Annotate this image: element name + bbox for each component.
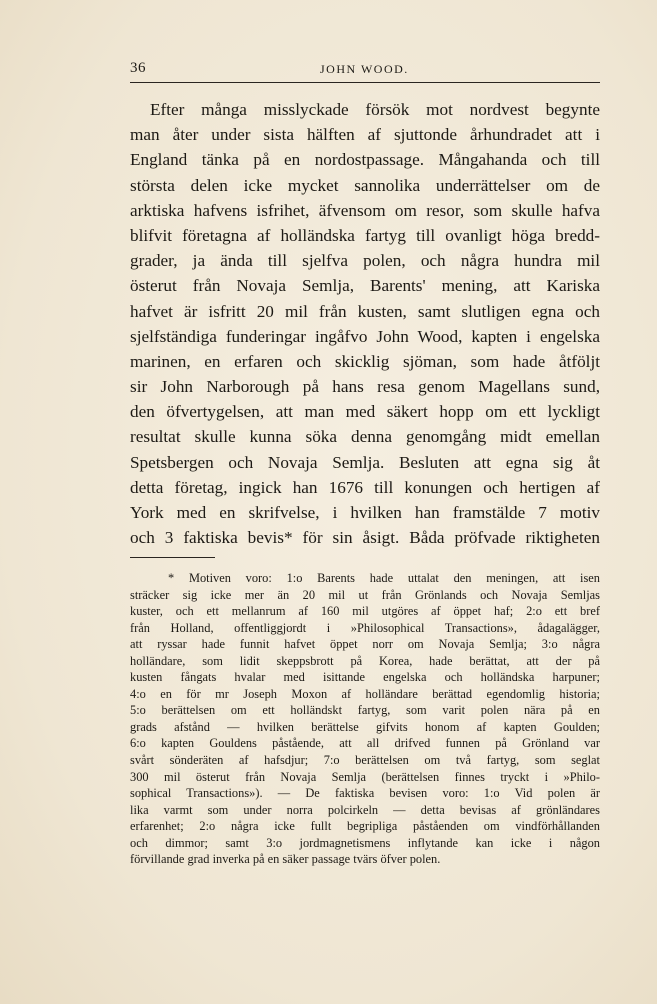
footnote-line: holländare, som lidit skeppsbrott på Korea, hade berättat, att der på — [130, 653, 600, 668]
text-line: hafvet är isfritt 20 mil från kusten, samt slutligen egna och — [130, 301, 600, 321]
footnote-line: kusten fångats hvalar med isittande engelska och holländska harpuner; — [130, 670, 600, 685]
text-line: största delen icke mycket sannolika underrättelser om de — [130, 175, 600, 195]
footnote-line: förvillande grad inverka på en säker passage tvärs öfver polen. — [130, 852, 441, 867]
text-line: York med en skrifvelse, i hvilken han framstälde 7 motiv — [130, 503, 600, 522]
footnote-line: 6:o kapten Gouldens påstående, att all drifved funnen på Grönland var — [130, 736, 600, 751]
text-line: och 3 faktiska bevis* för sin åsigt. Båda pröfvade riktigheten — [130, 528, 600, 548]
text-line: resultat skulle kunna söka denna genomgång midt emellan — [130, 427, 600, 447]
footnote — [130, 570, 600, 868]
footnote-line: lika varmt som under norra polcirkeln — detta bevisas af grönländares — [130, 802, 600, 817]
footnote-line: erfarenhet; 2:o några icke fullt begripliga påståenden om vindförhållanden — [130, 819, 600, 834]
running-title: JOHN WOOD. — [320, 62, 409, 76]
footnote-rule — [130, 557, 215, 558]
text-line: man åter under sista hälften af sjuttonde århundradet att i — [130, 125, 600, 145]
text-line: grader, ja ända till sjelfva polen, och några hundra mil — [130, 251, 600, 271]
text-line: England tänka på en nordostpassage. Mångahanda och till — [130, 150, 600, 170]
text-line: sir John Narborough på hans resa genom Magellans sund, — [130, 377, 600, 397]
footnote-line: sophical Transactions»). — De faktiska bevisen voro: 1:o Vid polen är — [130, 786, 600, 801]
text-line: detta företag, ingick han 1676 till konungen och hertigen af — [130, 477, 600, 497]
footnote-line: svårt sönderäten af hafsdjur; 7:o berättelsen om två fartyg, som seglat — [130, 753, 600, 768]
footnote-line: * Motiven voro: 1:o Barents hade uttalat den meningen, att isen — [168, 571, 600, 585]
footnote-line: från Holland, offentliggjordt i »Philosophical Transactions», ådagalägger, — [130, 620, 600, 635]
page-header — [130, 60, 600, 82]
footnote-line: grads afstånd — hvilken berättelse gifvits honom af kapten Goulden; — [130, 719, 600, 734]
main-text — [130, 97, 600, 550]
text-line: Spetsbergen och Novaja Semlja. Besluten att egna sig åt — [130, 452, 600, 472]
footnote-line: kuster, och ett mellanrum af 160 mil utgöres af öppet haf; 2:o ett bref — [130, 604, 600, 619]
text-line: sjelfständiga funderingar ingåfvo John Wood, kapten i engelska — [130, 326, 600, 346]
text-line: marinen, en erfaren och skicklig sjöman, som hade åtföljt — [130, 351, 600, 371]
footnote-line: sträcker sig icke mer än 20 mil ut från Grönlands och Novaja Semljas — [130, 587, 600, 602]
text-line: Efter många misslyckade försök mot nordvest begynte — [150, 100, 600, 119]
header-rule — [130, 82, 600, 83]
footnote-line: 4:o en för mr Joseph Moxon af holländare berättad egendomlig historia; — [130, 686, 600, 701]
text-line: arktiska hafvens isfrihet, äfvensom om resor, som skulle hafva — [130, 200, 600, 220]
footnote-line: att ryssar hade funnit hafvet öppet norr om Novaja Semlja; 3:o några — [130, 637, 600, 652]
text-line: den öfvertygelsen, att man med säkert hopp om ett lyckligt — [130, 402, 600, 422]
text-line: österut från Novaja Semlja, Barents' mening, att Kariska — [130, 276, 600, 296]
footnote-line: och dimmor; samt 3:o jordmagnetismens inflytande kan icke i någon — [130, 835, 600, 850]
footnote-line: 300 mil österut från Novaja Semlja (berättelsen finnes tryckt i »Philo- — [130, 769, 600, 784]
text-line: blifvit företagna af holländska fartyg till ovanligt höga bredd- — [130, 225, 600, 245]
footnote-line: 5:o berättelsen om ett holländskt fartyg, som varit polen nära på en — [130, 703, 600, 718]
page-number: 36 — [130, 60, 146, 76]
